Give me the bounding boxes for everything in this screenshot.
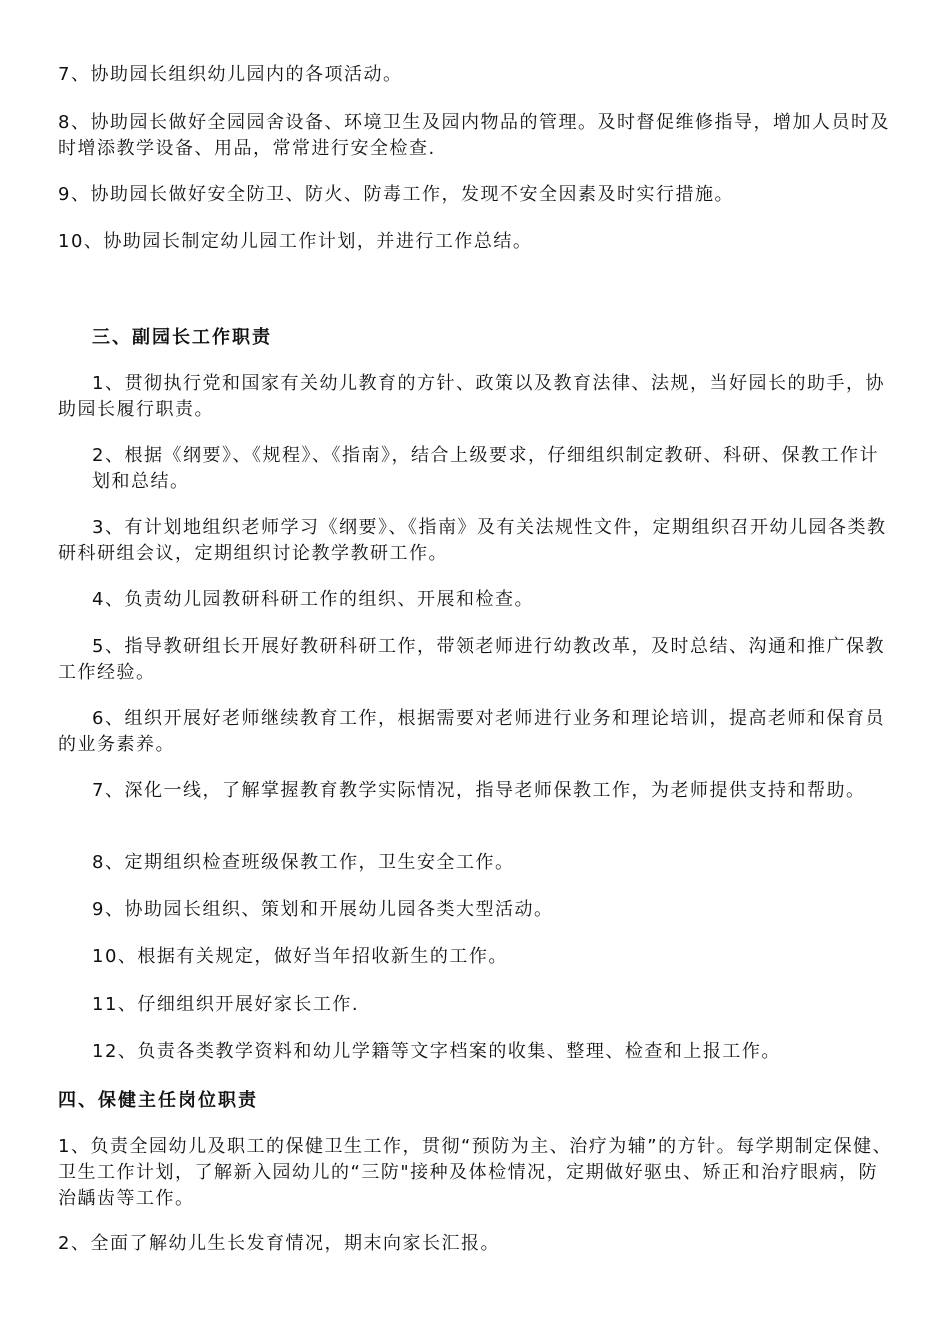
list-item: 6、组织开展好老师继续教育工作，根据需要对老师进行业务和理论培训，提高老师和保育员的业务素养。 xyxy=(58,708,885,755)
list-item: 8、定期组织检查班级保教工作，卫生安全工作。 xyxy=(92,852,515,873)
list-item: 10、根据有关规定，做好当年招收新生的工作。 xyxy=(92,946,508,967)
list-item: 9、协助园长做好安全防卫、防火、防毒工作，发现不安全因素及时实行措施。 xyxy=(58,184,734,205)
list-item: 3、有计划地组织老师学习《纲要》、《指南》及有关法规性文件，定期组织召开幼儿园各类教研科研组会议，定期组织讨论教学教研工作。 xyxy=(58,517,887,564)
list-item: 7、协助园长组织幼儿园内的各项活动。 xyxy=(58,64,403,85)
list-item: 8、协助园长做好全园园舍设备、环境卫生及园内物品的管理。及时督促维修指导，增加人员时及时增添教学设备、用品，常常进行安全检查. xyxy=(58,112,890,159)
section-heading: 三、副园长工作职责 xyxy=(92,327,272,348)
list-item: 11、仔细组织开展好家长工作. xyxy=(92,994,360,1015)
list-item: 2、全面了解幼儿生长发育情况，期末向家长汇报。 xyxy=(58,1233,500,1254)
list-item: 1、负责全园幼儿及职工的保健卫生工作，贯彻“预防为主、治疗为辅”的方针。每学期制定保健、卫生工作计划，了解新入园幼儿的“三防"接种及体检情况，定期做好驱虫、矫正和治疗眼病，防治龋齿等工作。 xyxy=(58,1136,893,1209)
list-item: 10、协助园长制定幼儿园工作计划，并进行工作总结。 xyxy=(58,231,533,252)
list-item: 12、负责各类教学资料和幼儿学籍等文字档案的收集、整理、检查和上报工作。 xyxy=(92,1041,781,1062)
list-item: 9、协助园长组织、策划和开展幼儿园各类大型活动。 xyxy=(92,899,554,920)
list-item: 7、深化一线，了解掌握教育教学实际情况，指导老师保教工作，为老师提供支持和帮助。 xyxy=(92,780,866,801)
list-item: 5、指导教研组长开展好教研科研工作，带领老师进行幼教改革，及时总结、沟通和推广保教工作经验。 xyxy=(58,636,885,683)
section-heading: 四、保健主任岗位职责 xyxy=(58,1090,258,1111)
list-item: 2、根据《纲要》、《规程》、《指南》，结合上级要求，仔细组织制定教研、科研、保教工作计划和总结。 xyxy=(92,445,879,492)
list-item: 1、贯彻执行党和国家有关幼儿教育的方针、政策以及教育法律、法规，当好园长的助手，协助园长履行职责。 xyxy=(58,373,885,420)
list-item: 4、负责幼儿园教研科研工作的组织、开展和检查。 xyxy=(92,589,534,610)
